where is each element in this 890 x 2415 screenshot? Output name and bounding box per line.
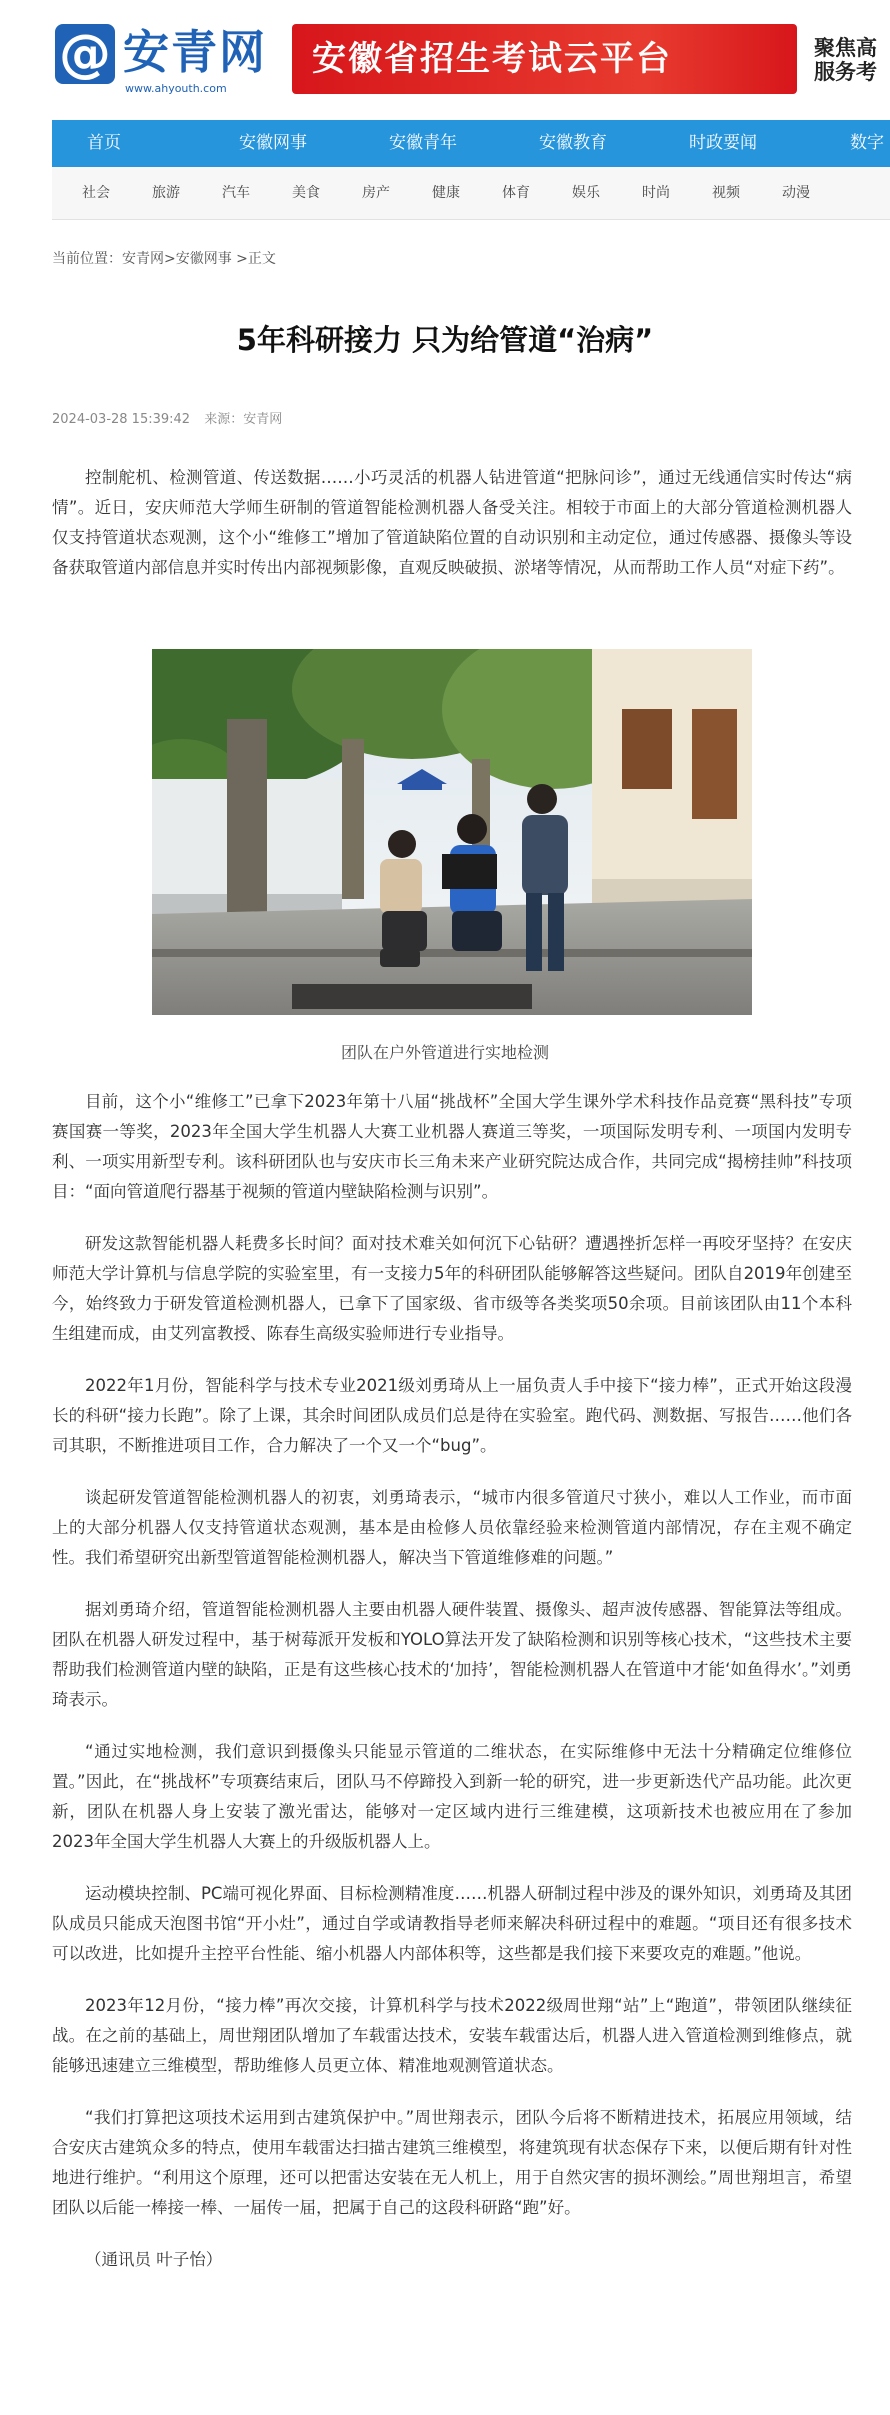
article-paragraph: 据刘勇琦介绍，管道智能检测机器人主要由机器人硬件装置、摄像头、超声波传感器、智能算法等组成。团队在机器人研发过程中，基于树莓派开发板和YOLO算法开发了缺陷检测和识别等核心技术，“这些技术主要帮助我们检测管道内壁的缺陷，正是有这些核心技术的‘加持’，智能检测机器人在管道中才能‘如鱼得水’。”刘勇琦表示。: [52, 1600, 852, 1709]
article-title: 5年科研接力 只为给管道“治病”: [236, 323, 654, 357]
subnav-item-health[interactable]: 健康: [432, 185, 460, 201]
site-header: [0, 0, 890, 115]
article-paragraph: 2022年1月份，智能科学与技术专业2021级刘勇琦从上一届负责人手中接下“接力棒”，正式开始这段漫长的科研“接力长跑”。除了上课，其余时间团队成员们总是待在实验室。跑代码、测数据、写报告……他们各司其职，不断推进项目工作，合力解决了一个又一个“bug”。: [52, 1376, 852, 1455]
article-date: 2024-03-28 15:39:42: [52, 412, 191, 427]
header-banner[interactable]: 安徽省招生考试云平台: [292, 24, 797, 94]
subnav-item-video[interactable]: 视频: [712, 185, 740, 201]
article-paragraph: “通过实地检测，我们意识到摄像头只能显示管道的二维状态，在实际维修中无法十分精确定位维修位置。”因此，在“挑战杯”专项赛结束后，团队马不停蹄投入到新一轮的研究，进一步更新迭代产品功能。此次更新，团队在机器人身上安装了激光雷达，能够对一定区域内进行三维建模，这项新技术也被应用在了参加2023年全国大学生机器人大赛上的升级版机器人上。: [52, 1742, 852, 1851]
subnav-item-food[interactable]: 美食: [292, 185, 320, 201]
article-photo: [152, 649, 752, 1015]
subnav-item-sports[interactable]: 体育: [502, 185, 530, 201]
nav-item-anhui-news[interactable]: 安徽网事: [239, 133, 307, 153]
article-intro: [52, 463, 852, 583]
nav-item-home[interactable]: 首页: [87, 133, 121, 153]
subnav-item-travel[interactable]: 旅游: [152, 185, 180, 201]
breadcrumb[interactable]: 当前位置：安青网>安徽网事 >正文: [52, 251, 276, 267]
logo-text: 安青网: [123, 25, 267, 79]
banner-side-text: [814, 36, 890, 84]
subnav-item-entertainment[interactable]: 娱乐: [572, 185, 600, 201]
subnav-item-housing[interactable]: 房产: [362, 185, 390, 201]
photo-caption: 团队在户外管道进行实地检测: [340, 1043, 549, 1062]
article-paragraph: 研发这款智能机器人耗费多长时间？面对技术难关如何沉下心钻研？遭遇挫折怎样一再咬牙坚持？在安庆师范大学计算机与信息学院的实验室里，有一支接力5年的科研团队能够解答这些疑问。团队自2019年创建至今，始终致力于研发管道检测机器人，已拿下了国家级、省市级等各类奖项50余项。目前该团队由11个本科生组建而成，由艾列富教授、陈春生高级实验师进行专业指导。: [52, 1234, 852, 1343]
subnav-item-animation[interactable]: 动漫: [782, 185, 810, 201]
logo-at-icon: @: [55, 24, 115, 84]
article-byline: （通讯员 叶子怡）: [85, 2250, 223, 2269]
nav-item-politics[interactable]: 时政要闻: [689, 133, 757, 153]
subnav-item-auto[interactable]: 汽车: [222, 185, 250, 201]
nav-item-digital[interactable]: 数字: [850, 133, 884, 153]
article-paragraph: 运动模块控制、PC端可视化界面、目标检测精准度……机器人研制过程中涉及的课外知识，刘勇琦及其团队成员只能成天泡图书馆“开小灶”，通过自学或请教指导老师来解决科研过程中的难题。“项目还有很多技术可以改进，比如提升主控平台性能、缩小机器人内部体积等，这些都是我们接下来要攻克的难题。”他说。: [52, 1884, 852, 1963]
site-logo[interactable]: [55, 22, 270, 97]
subnav-item-fashion[interactable]: 时尚: [642, 185, 670, 201]
article-body: [52, 1087, 852, 2275]
main-nav: [52, 120, 890, 167]
article-paragraph: “我们打算把这项技术运用到古建筑保护中。”周世翔表示，团队今后将不断精进技术，拓展应用领域，结合安庆古建筑众多的特点，使用车载雷达扫描古建筑三维模型，将建筑现有状态保存下来，以便后期有针对性地进行维护。“利用这个原理，还可以把雷达安装在无人机上，用于自然灾害的损坏测绘。”周世翔坦言，希望团队以后能一棒接一棒、一届传一届，把属于自己的这段科研路“跑”好。: [52, 2108, 852, 2217]
nav-item-anhui-education[interactable]: 安徽教育: [539, 133, 607, 153]
banner-side-line-2: 服务考: [814, 60, 877, 84]
sub-nav: [52, 167, 890, 220]
article-paragraph: 谈起研发管道智能检测机器人的初衷，刘勇琦表示，“城市内很多管道尺寸狭小，难以人工作业，而市面上的大部分机器人仅支持管道状态观测，基本是由检修人员依靠经验来检测管道内部情况，存在主观不确定性。我们希望研究出新型管道智能检测机器人，解决当下管道维修难的问题。”: [52, 1488, 852, 1567]
subnav-item-society[interactable]: 社会: [82, 185, 110, 201]
article-source: 来源：安青网: [204, 412, 283, 427]
article-paragraph: 目前，这个小“维修工”已拿下2023年第十八届“挑战杯”全国大学生课外学术科技作品竞赛“黑科技”专项赛国赛一等奖，2023年全国大学生机器人大赛工业机器人赛道三等奖，一项国际发明专利、一项国内发明专利、一项实用新型专利。该科研团队也与安庆市长三角未来产业研究院达成合作，共同完成“揭榜挂帅”科技项目：“面向管道爬行器基于视频的管道内壁缺陷检测与识别”。: [52, 1092, 852, 1201]
banner-side-line-1: 聚焦高: [814, 36, 877, 60]
logo-url: www.ahyouth.com: [125, 82, 227, 95]
nav-item-anhui-youth[interactable]: 安徽青年: [389, 133, 457, 153]
article-paragraph: 控制舵机、检测管道、传送数据……小巧灵活的机器人钻进管道“把脉问诊”，通过无线通信实时传达“病情”。近日，安庆师范大学师生研制的管道智能检测机器人备受关注。相较于市面上的大部分管道检测机器人仅支持管道状态观测，这个小“维修工”增加了管道缺陷位置的自动识别和主动定位，通过传感器、摄像头等设备获取管道内部信息并实时传出内部视频影像，直观反映破损、淤堵等情况，从而帮助工作人员“对症下药”。: [52, 468, 852, 577]
article-paragraph: 2023年12月份，“接力棒”再次交接，计算机科学与技术2022级周世翔“站”上“跑道”，带领团队继续征战。在之前的基础上，周世翔团队增加了车载雷达技术，安装车载雷达后，机器人进入管道检测到维修点，就能够迅速建立三维模型，帮助维修人员更立体、精准地观测管道状态。: [52, 1996, 852, 2075]
article-meta: [52, 408, 292, 427]
